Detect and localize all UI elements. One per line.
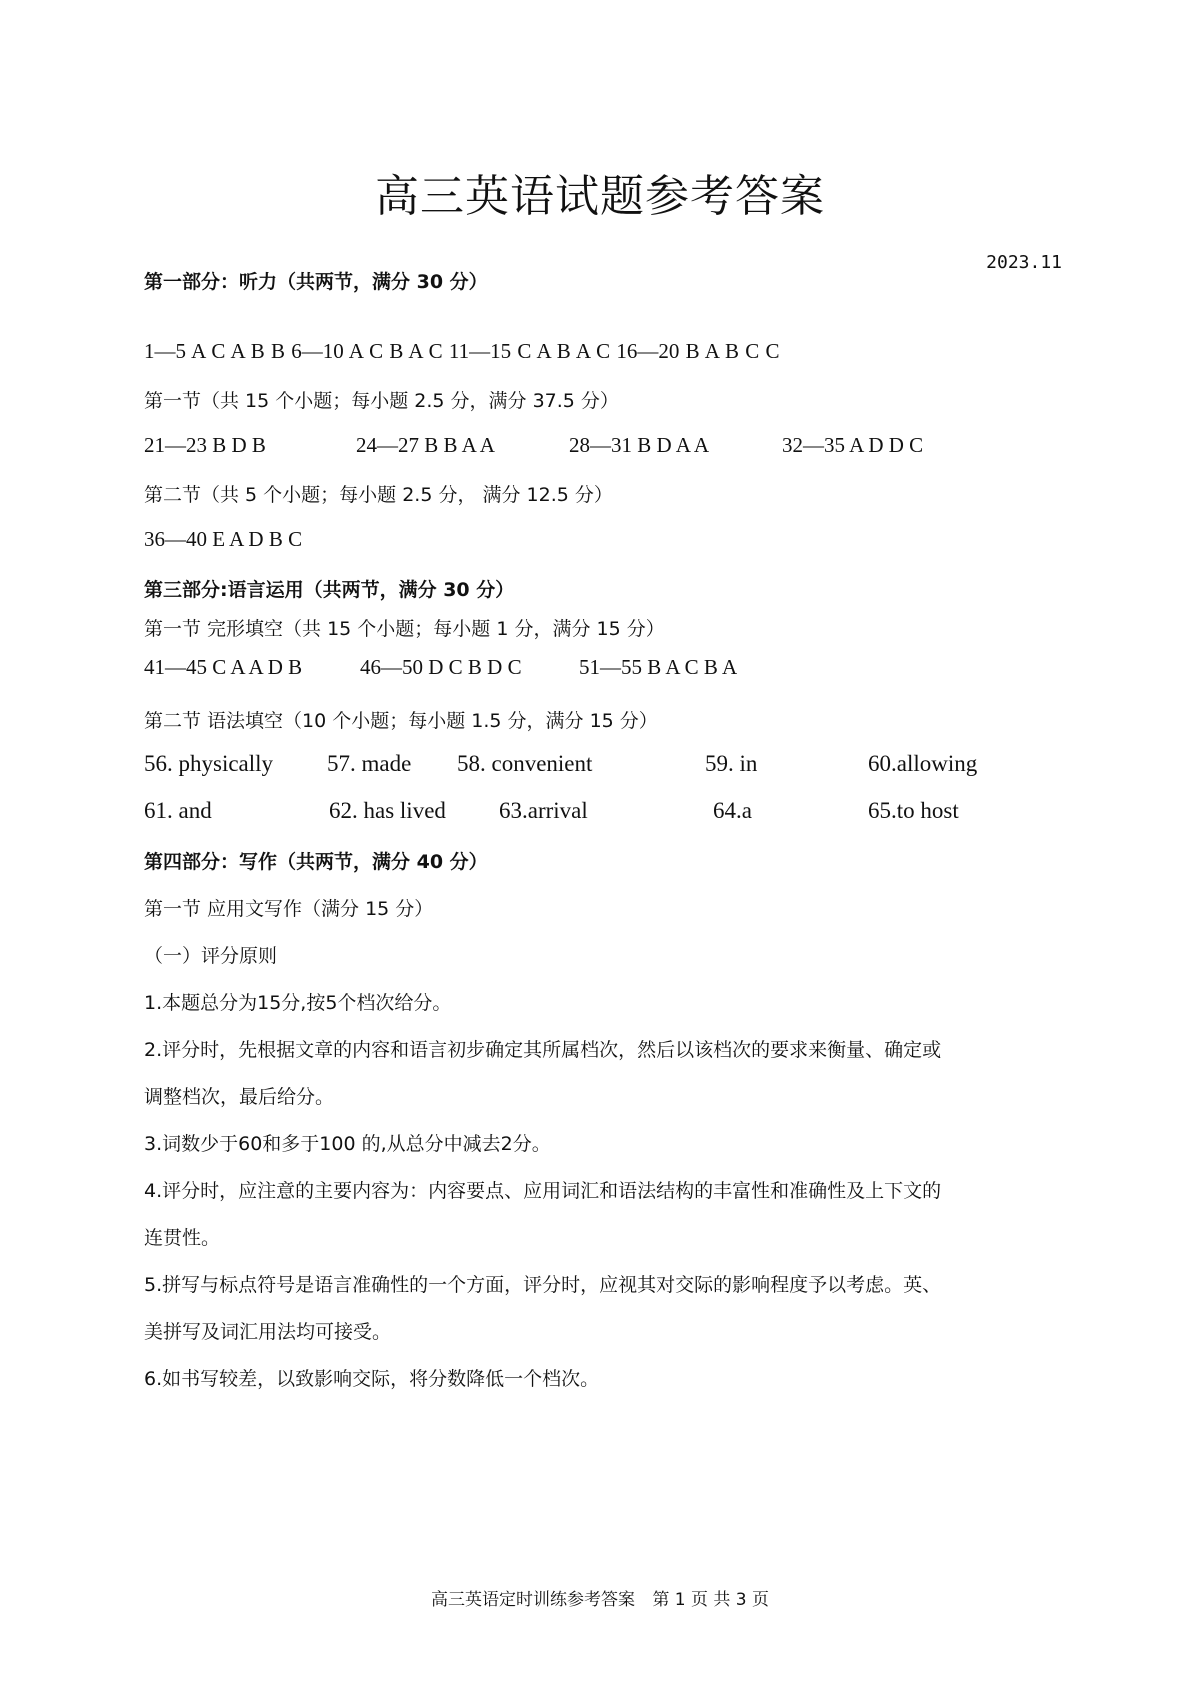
document-date: 2023.11 <box>986 252 1062 273</box>
rule-4: 4.评分时，应注意的主要内容为：内容要点、应用词汇和语法结构的丰富性和准确性及上下文的 <box>144 1180 942 1202</box>
answer-group-41-45: 41—45 C A A D B <box>144 655 303 679</box>
rule-1: 1.本题总分为15分,按5个档次给分。 <box>144 992 452 1014</box>
answer-group-46-50: 46—50 D C B D C <box>360 655 522 679</box>
part2-section2-answers: 36—40 E A D B C <box>144 527 303 551</box>
answer-group-28-31: 28—31 B D A A <box>569 433 710 457</box>
footer-doc-name: 高三英语定时训练参考答案 <box>430 1590 635 1610</box>
answer-group-24-27: 24—27 B B A A <box>356 433 495 457</box>
answer-group-21-23: 21—23 B D B <box>144 433 266 457</box>
rule-5-continued: 美拼写及词汇用法均可接受。 <box>144 1321 392 1343</box>
grammar-answer-60: 60.allowing <box>868 751 978 776</box>
part2-section1-heading: 第一节（共 15 个小题；每小题 2.5 分，满分 37.5 分） <box>144 390 619 412</box>
footer-page-info: 第 1 页 共 3 页 <box>652 1590 770 1610</box>
part3-heading: 第三部分:语言运用（共两节，满分 30 分） <box>144 579 515 601</box>
grammar-answer-58: 58. convenient <box>457 751 593 776</box>
grammar-answer-57: 57. made <box>327 751 412 776</box>
rule-5: 5.拼写与标点符号是语言准确性的一个方面，评分时，应视其对交际的影响程度予以考虑。英、 <box>144 1274 942 1296</box>
grammar-answer-62: 62. has lived <box>329 798 446 823</box>
rule-3: 3.词数少于60和多于100 的,从总分中减去2分。 <box>144 1133 551 1155</box>
grammar-answer-61: 61. and <box>144 798 212 823</box>
grammar-answer-59: 59. in <box>705 751 758 776</box>
part1-answers: 1—5 A C A B B 6—10 A C B A C 11—15 C A B A C 16—20 B A B C C <box>144 339 780 363</box>
rule-4-continued: 连贯性。 <box>144 1227 221 1249</box>
page-footer <box>0 1585 1200 1610</box>
rule-2-continued: 调整档次，最后给分。 <box>144 1086 335 1108</box>
part3-section2-heading: 第二节 语法填空（10 个小题；每小题 1.5 分，满分 15 分） <box>144 710 658 732</box>
document-title: 高三英语试题参考答案 <box>375 171 825 222</box>
answer-group-32-35: 32—35 A D D C <box>782 433 924 457</box>
grading-principles-heading: （一）评分原则 <box>144 945 278 967</box>
part1-heading: 第一部分：听力（共两节，满分 30 分） <box>144 271 488 293</box>
part4-section1-heading: 第一节 应用文写作（满分 15 分） <box>144 898 434 920</box>
part3-section1-heading: 第一节 完形填空（共 15 个小题；每小题 1 分，满分 15 分） <box>144 618 665 640</box>
part4-heading: 第四部分：写作（共两节，满分 40 分） <box>144 851 488 873</box>
part2-section2-heading: 第二节（共 5 个小题；每小题 2.5 分， 满分 12.5 分） <box>144 484 613 506</box>
answer-group-51-55: 51—55 B A C B A <box>579 655 738 679</box>
rule-6: 6.如书写较差，以致影响交际，将分数降低一个档次。 <box>144 1368 600 1390</box>
grammar-answer-56: 56. physically <box>144 751 274 776</box>
grammar-answer-64: 64.a <box>713 798 752 823</box>
grammar-answer-63: 63.arrival <box>499 798 588 823</box>
grammar-answer-65: 65.to host <box>868 798 959 823</box>
rule-2: 2.评分时，先根据文章的内容和语言初步确定其所属档次，然后以该档次的要求来衡量、确定或 <box>144 1039 942 1061</box>
